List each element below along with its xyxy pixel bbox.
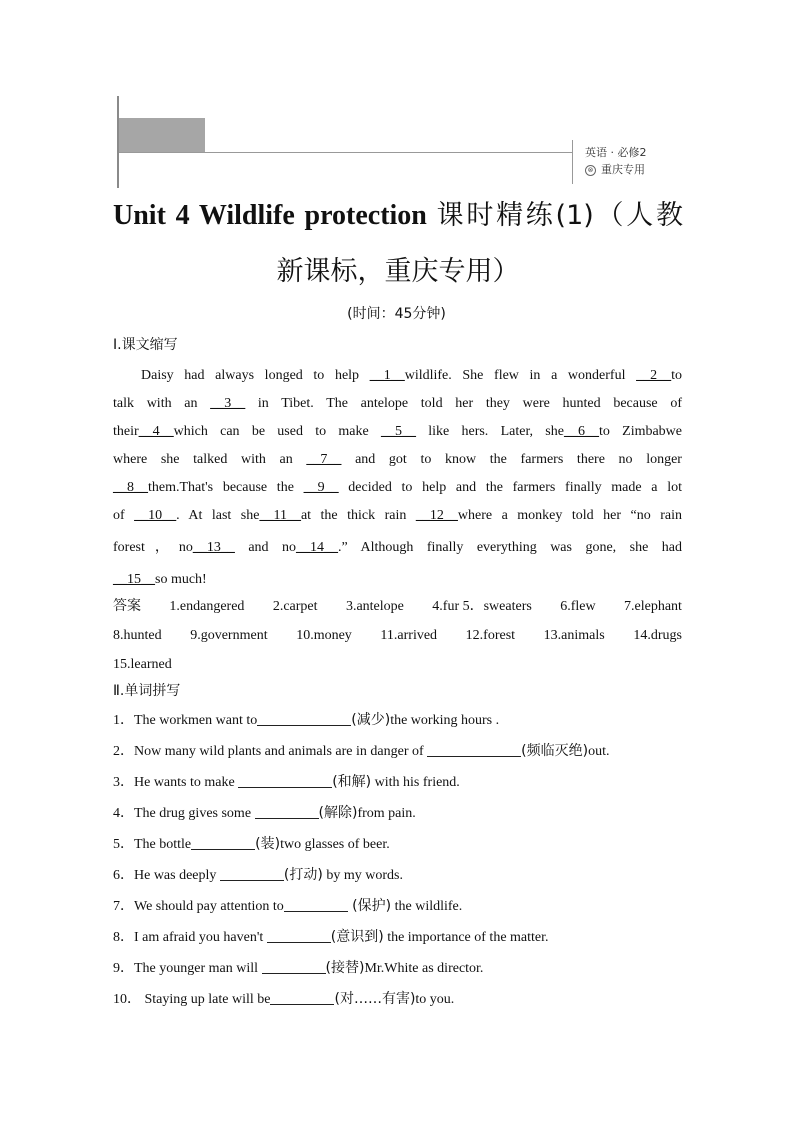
text: to (671, 368, 682, 383)
blank-8: __8__ (113, 480, 148, 495)
question-text: Mr.White as director. (364, 961, 484, 976)
question-text: by my words. (322, 868, 403, 883)
question-text: I am afraid you haven't (134, 930, 267, 945)
blank-14: __14__ (296, 540, 339, 555)
answer-item: 6.flew (560, 599, 596, 614)
text: in Tibet. The antelope told her they were hunted because of (245, 396, 682, 411)
question-text: out. (588, 744, 610, 759)
answer-blank[interactable] (262, 957, 326, 974)
blank-12: __12__ (415, 508, 458, 523)
question-item (113, 708, 683, 739)
para-line (113, 362, 682, 390)
answer-row (113, 650, 682, 679)
blank-9: __9__ (303, 480, 339, 495)
para-line (113, 566, 682, 594)
answer-item: 4.fur 5．sweaters (432, 599, 532, 614)
answer-blank[interactable] (257, 709, 351, 726)
text: their (113, 424, 139, 439)
question-hint: (对……有害) (334, 991, 416, 1007)
question-number: 9． (113, 961, 134, 976)
answer-item: 1.endangered (169, 599, 245, 614)
text: talk with an (113, 396, 211, 411)
question-text: The drug gives some (134, 806, 255, 821)
time-note: (时间：45分钟) (347, 306, 446, 322)
text: at the thick rain (300, 508, 416, 523)
header-gray-block (119, 118, 205, 152)
answer-item: 2.carpet (272, 599, 318, 614)
answer-item: 13.animals (543, 628, 605, 643)
question-text: The bottle (134, 837, 192, 852)
blank-2: __2__ (636, 368, 672, 383)
question-hint: (频临灭绝) (521, 743, 589, 759)
text: and no (234, 540, 297, 555)
answer-item: 10.money (296, 628, 352, 643)
question-number: 10． (113, 992, 141, 1007)
question-list (113, 708, 683, 1018)
text: which can be used to make (173, 424, 381, 439)
answer-block (113, 592, 682, 679)
para-line (113, 390, 682, 418)
blank-7: __7__ (306, 452, 342, 467)
answer-item: 7.elephant (624, 599, 682, 614)
answer-blank[interactable] (270, 988, 334, 1005)
text: and got to know the farmers there no longer (341, 452, 682, 467)
question-item (113, 832, 683, 863)
answer-row (113, 621, 682, 650)
blank-11: __11__ (259, 508, 301, 523)
answer-blank[interactable] (267, 926, 331, 943)
blank-3: __3__ (210, 396, 246, 411)
question-number: 3． (113, 775, 134, 790)
blank-4: __4__ (138, 424, 174, 439)
question-item (113, 770, 683, 801)
para-line (113, 446, 682, 474)
question-number: 1． (113, 713, 134, 728)
question-hint: (和解) (332, 774, 372, 790)
answer-item: 15.learned (113, 657, 172, 672)
question-number: 2． (113, 744, 134, 759)
answer-blank[interactable] (427, 740, 521, 757)
para-line (113, 474, 682, 502)
text: forest，no (113, 540, 193, 555)
question-text: He wants to make (134, 775, 239, 790)
question-hint: (打动) (283, 867, 323, 883)
question-number: 7． (113, 899, 134, 914)
para-line (113, 502, 682, 530)
question-item (113, 894, 683, 925)
header-divider (572, 140, 573, 184)
question-hint: (意识到) (330, 929, 384, 945)
answer-blank[interactable] (220, 864, 284, 881)
question-hint: (装) (255, 836, 281, 852)
text: so much! (155, 572, 207, 587)
question-hint: (保护) (347, 898, 392, 914)
page-title (113, 188, 683, 300)
summary-paragraph (113, 362, 682, 594)
question-number: 8． (113, 930, 134, 945)
answer-item: 14.drugs (633, 628, 682, 643)
answer-label: 答案 (113, 598, 141, 614)
blank-10: __10__ (134, 508, 177, 523)
blank-6: __6__ (563, 424, 599, 439)
question-number: 4． (113, 806, 134, 821)
para-line (113, 418, 682, 446)
title-english: Unit 4 Wildlife protection (113, 200, 427, 231)
question-hint: (解除) (318, 805, 358, 821)
answer-row (113, 592, 682, 621)
answer-blank[interactable] (191, 833, 255, 850)
seal-icon: ⊗ (585, 165, 596, 176)
question-hint: (减少) (351, 712, 391, 728)
text: them.That's because the (148, 480, 304, 495)
text: Daisy had always longed to help (141, 368, 370, 383)
question-hint: (接替) (325, 960, 365, 976)
question-text: two glasses of beer. (280, 837, 390, 852)
question-text: with his friend. (371, 775, 460, 790)
answer-blank[interactable] (284, 895, 348, 912)
text: wildlife. She flew in a wonderful (404, 368, 637, 383)
question-text: the working hours . (390, 713, 500, 728)
question-item (113, 739, 683, 770)
answer-item: 12.forest (465, 628, 516, 643)
text: to Zimbabwe (598, 424, 683, 439)
text: decided to help and the farmers finally made a lot (338, 480, 682, 495)
answer-item: 11.arrived (380, 628, 438, 643)
question-text: the wildlife. (391, 899, 463, 914)
text: . At last she (176, 508, 260, 523)
answer-item: 3.antelope (345, 599, 404, 614)
blank-15: __15__ (113, 572, 155, 587)
para-line (113, 530, 682, 566)
header-edition (585, 161, 645, 177)
question-text: The workmen want to (134, 713, 258, 728)
question-text: from pain. (357, 806, 416, 821)
blank-1: __1__ (369, 368, 405, 383)
answer-blank[interactable] (238, 771, 332, 788)
answer-item: 9.government (190, 628, 268, 643)
question-number: 6． (113, 868, 134, 883)
question-text: Now many wild plants and animals are in danger of (134, 744, 428, 759)
question-item (113, 987, 683, 1018)
header-edition-label: 重庆专用 (601, 163, 645, 176)
header-horizontal-rule (119, 152, 572, 153)
question-text: The younger man will (134, 961, 262, 976)
section2-heading: Ⅱ.单词拼写 (113, 683, 181, 699)
question-text: to you. (415, 992, 455, 1007)
question-number: 5． (113, 837, 134, 852)
title-chinese-1: 课时精练(1)（人教 (436, 200, 683, 231)
question-text: the importance of the matter. (383, 930, 549, 945)
text: .” Although finally everything was gone, she had (338, 540, 682, 555)
question-text: Staying up late will be (141, 992, 271, 1007)
blank-13: __13__ (192, 540, 235, 555)
question-item (113, 956, 683, 987)
question-text: We should pay attention to (134, 899, 284, 914)
text: where she talked with an (113, 452, 307, 467)
question-item (113, 863, 683, 894)
title-chinese-2: 新课标，重庆专用） (276, 256, 520, 287)
header-subject: 英语 · 必修2 (585, 146, 647, 159)
answer-blank[interactable] (255, 802, 319, 819)
text: like hers. Later, she (415, 424, 564, 439)
question-text: He was deeply (134, 868, 220, 883)
answer-item: 8.hunted (113, 628, 162, 643)
blank-5: __5__ (380, 424, 416, 439)
question-item (113, 925, 683, 956)
text: of (113, 508, 135, 523)
question-item (113, 801, 683, 832)
section1-heading: Ⅰ.课文缩写 (113, 337, 178, 353)
text: where a monkey told her “no rain (457, 508, 682, 523)
